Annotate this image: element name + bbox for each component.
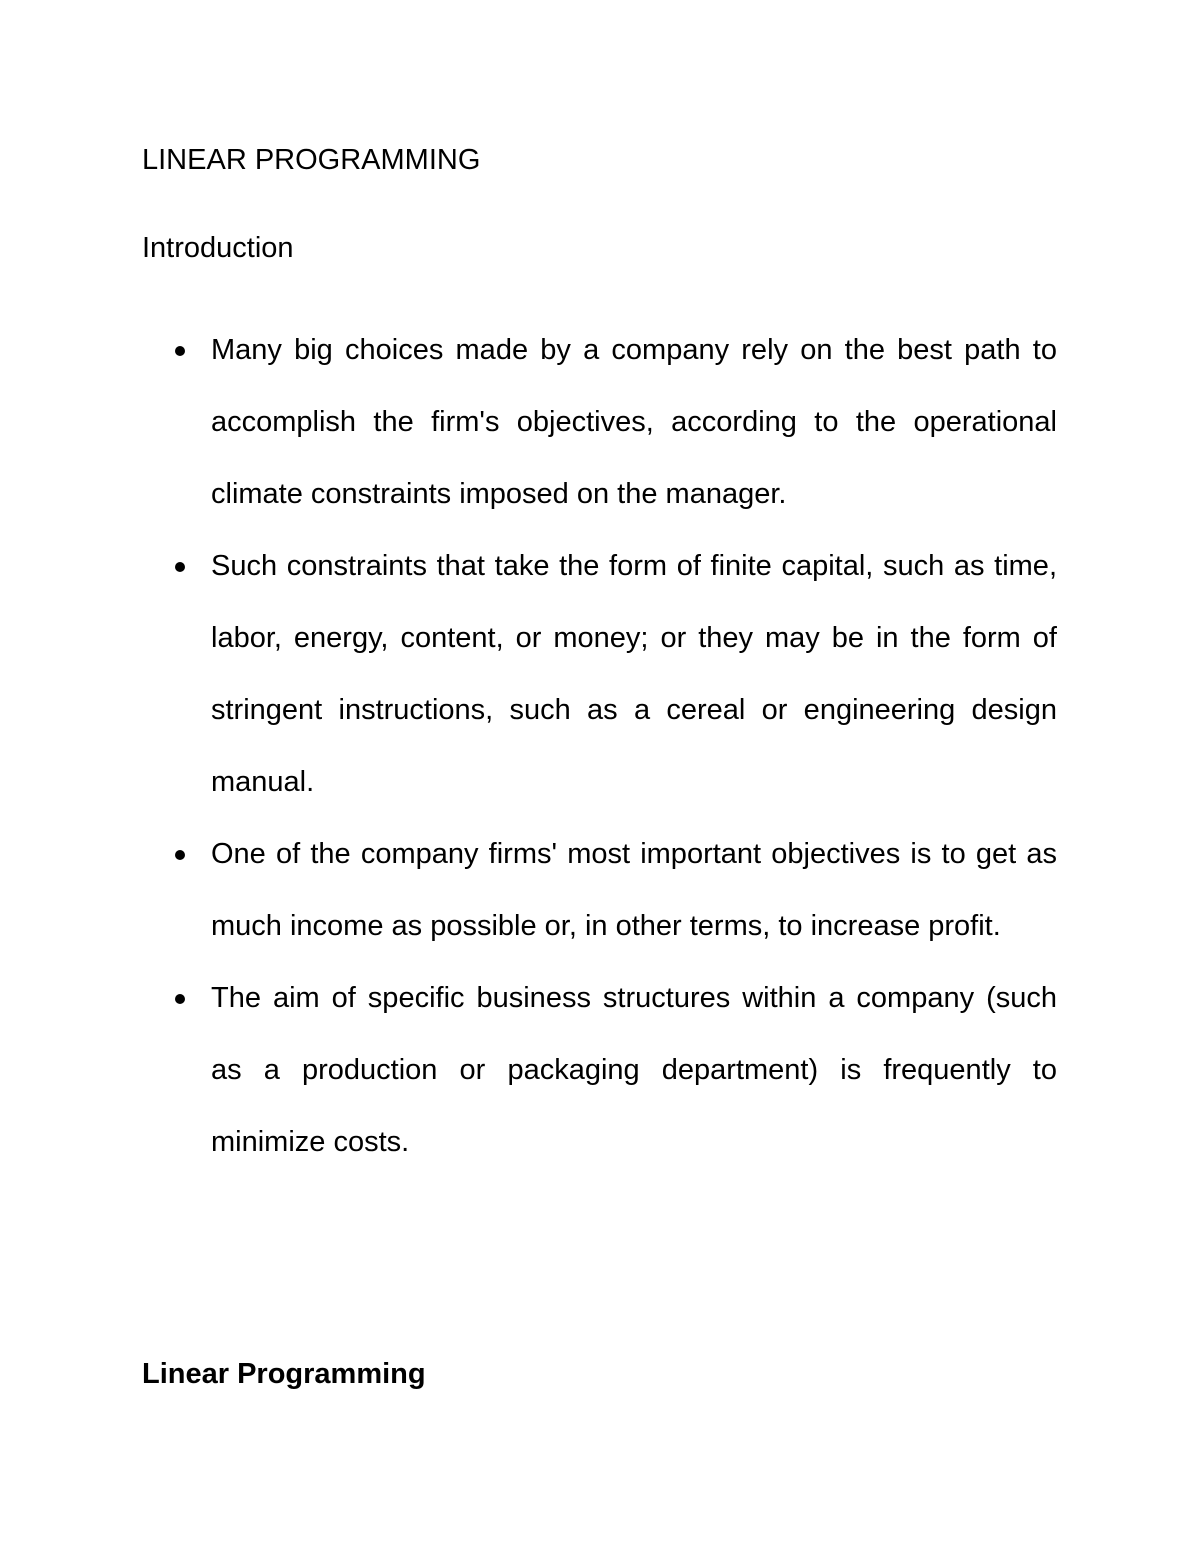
- bullet-item: Many big choices made by a company rely on the best path to accomplish the firm's objectives, according to the operational climate constraints imposed on the manager.: [211, 314, 1057, 530]
- bullet-item: The aim of specific business structures within a company (such as a production or packaging department) is frequently to minimize costs.: [211, 962, 1057, 1178]
- introduction-bullet-list: [211, 314, 1057, 1178]
- introduction-heading: Introduction: [142, 232, 294, 264]
- bullet-item: One of the company firms' most important objectives is to get as much income as possible or, in other terms, to increase profit.: [211, 818, 1057, 962]
- document-title: LINEAR PROGRAMMING: [142, 144, 481, 176]
- bullet-item: Such constraints that take the form of finite capital, such as time, labor, energy, content, or money; or they may be in the form of stringent instructions, such as a cereal or engineering design manual.: [211, 530, 1057, 818]
- linear-programming-heading: Linear Programming: [142, 1358, 426, 1390]
